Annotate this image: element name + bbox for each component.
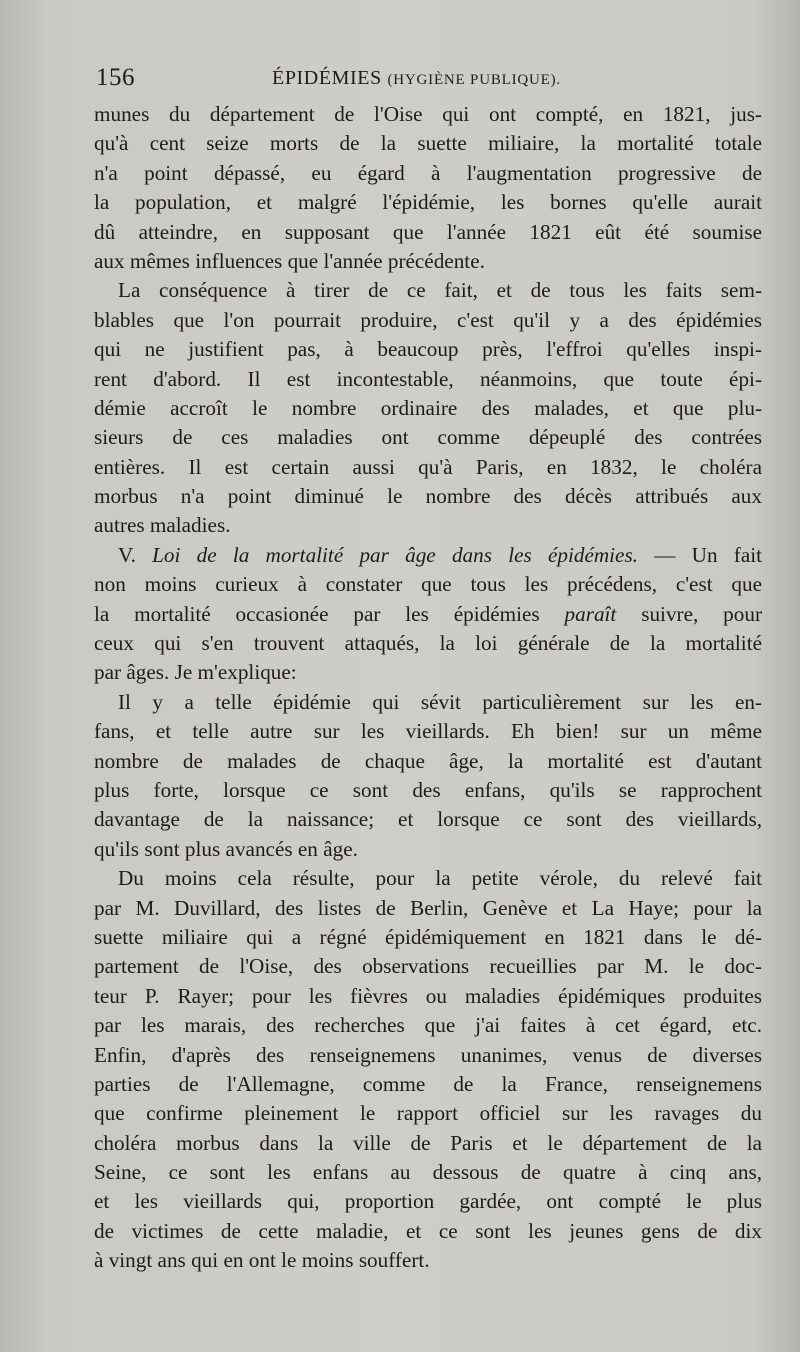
text-line: qu'ils sont plus avancés en âge. [94,836,358,861]
section-number: V. [118,542,136,567]
text-line: autres maladies. [94,513,231,538]
text-line: Enfin, d'après des renseignemens unanimes, venus de diverses [94,1042,762,1067]
text-line: ceux qui s'en trouvent attaqués, la loi générale de la mortalité [94,631,762,656]
text-line: dû atteindre, en supposant que l'année 1821 eût été soumise [94,219,762,244]
text-line: rent d'abord. Il est incontestable, néanmoins, que toute épi- [94,366,762,391]
text-line: La conséquence à tirer de ce fait, et de tous les faits sem- [118,278,762,303]
text-line: teur P. Rayer; pour les fièvres ou maladies épidémiques produites [94,983,762,1008]
text-line: que confirme pleinement le rapport officiel sur les ravages du [94,1101,762,1126]
text-line: plus forte, lorsque ce sont des enfans, qu'ils se rapprochent [94,777,762,802]
text-line: Du moins cela résulte, pour la petite vérole, du relevé fait [118,866,762,891]
text-line: choléra morbus dans la ville de Paris et le département de la [94,1130,762,1155]
text-line: Il y a telle épidémie qui sévit particulièrement sur les en- [118,689,762,714]
page-header [0,64,800,100]
section-title: Loi de la mortalité par âge dans les épidémies. [152,542,638,567]
text-line: partement de l'Oise, des observations recueillies par M. le doc- [94,954,762,979]
text-line: blables que l'on pourrait produire, c'est qu'il y a des épidémies [94,307,762,332]
running-head-title: ÉPIDÉMIES [272,67,382,89]
running-head-subtitle: (HYGIÈNE PUBLIQUE). [387,72,561,88]
text-line: qui ne justifient pas, à beaucoup près, l'effroi qu'elles inspi- [94,337,762,362]
text-line: la mortalité occasionée par les épidémies paraît suivre, pour [94,601,763,626]
section-lead-text: — Un fait [654,542,762,567]
text-line: Seine, ce sont les enfans au dessous de quatre à cinq ans, [94,1160,762,1185]
text-line: nombre de malades de chaque âge, la mortalité est d'autant [94,748,762,773]
text-line: et les vieillards qui, proportion gardée, ont compté le plus [94,1189,762,1214]
running-head [272,67,561,90]
text-line: par âges. Je m'explique: [94,660,297,685]
text-line: aux mêmes influences que l'année précédente. [94,248,485,273]
text-line: n'a point dépassé, eu égard à l'augmentation progressive de [94,160,762,185]
text-line: parties de l'Allemagne, comme de la France, renseignemens [94,1071,762,1096]
text-line: morbus n'a point diminué le nombre des décès attribués aux [94,484,762,509]
section-heading-line [94,541,762,570]
text-line: suette miliaire qui a régné épidémiquement en 1821 dans le dé- [94,924,762,949]
text-line: davantage de la naissance; et lorsque ce sont des vieillards, [94,807,762,832]
text-line: démie accroît le nombre ordinaire des malades, et que plu- [94,395,762,420]
text-line: la population, et malgré l'épidémie, les bornes qu'elle aurait [94,190,762,215]
text-line: à vingt ans qui en ont le moins souffert. [94,1248,430,1273]
text-line: sieurs de ces maladies ont comme dépeuplé des contrées [94,425,762,450]
emphasis-text: paraît [564,601,617,626]
page-number: 156 [96,64,135,91]
text-line: non moins curieux à constater que tous les précédens, c'est que [94,572,762,597]
text-line: entières. Il est certain aussi qu'à Paris, en 1832, le choléra [94,454,762,479]
text-line: munes du département de l'Oise qui ont compté, en 1821, jus- [94,102,762,126]
text-line: qu'à cent seize morts de la suette miliaire, la mortalité totale [94,131,762,156]
text-line: par les marais, des recherches que j'ai faites à cet égard, etc. [94,1013,762,1038]
page-body [94,100,762,1276]
text-line: de victimes de cette maladie, et ce sont les jeunes gens de dix [94,1218,762,1243]
text-line: fans, et telle autre sur les vieillards. Eh bien! sur un même [94,719,762,744]
text-line: par M. Duvillard, des listes de Berlin, Genève et La Haye; pour la [94,895,762,920]
